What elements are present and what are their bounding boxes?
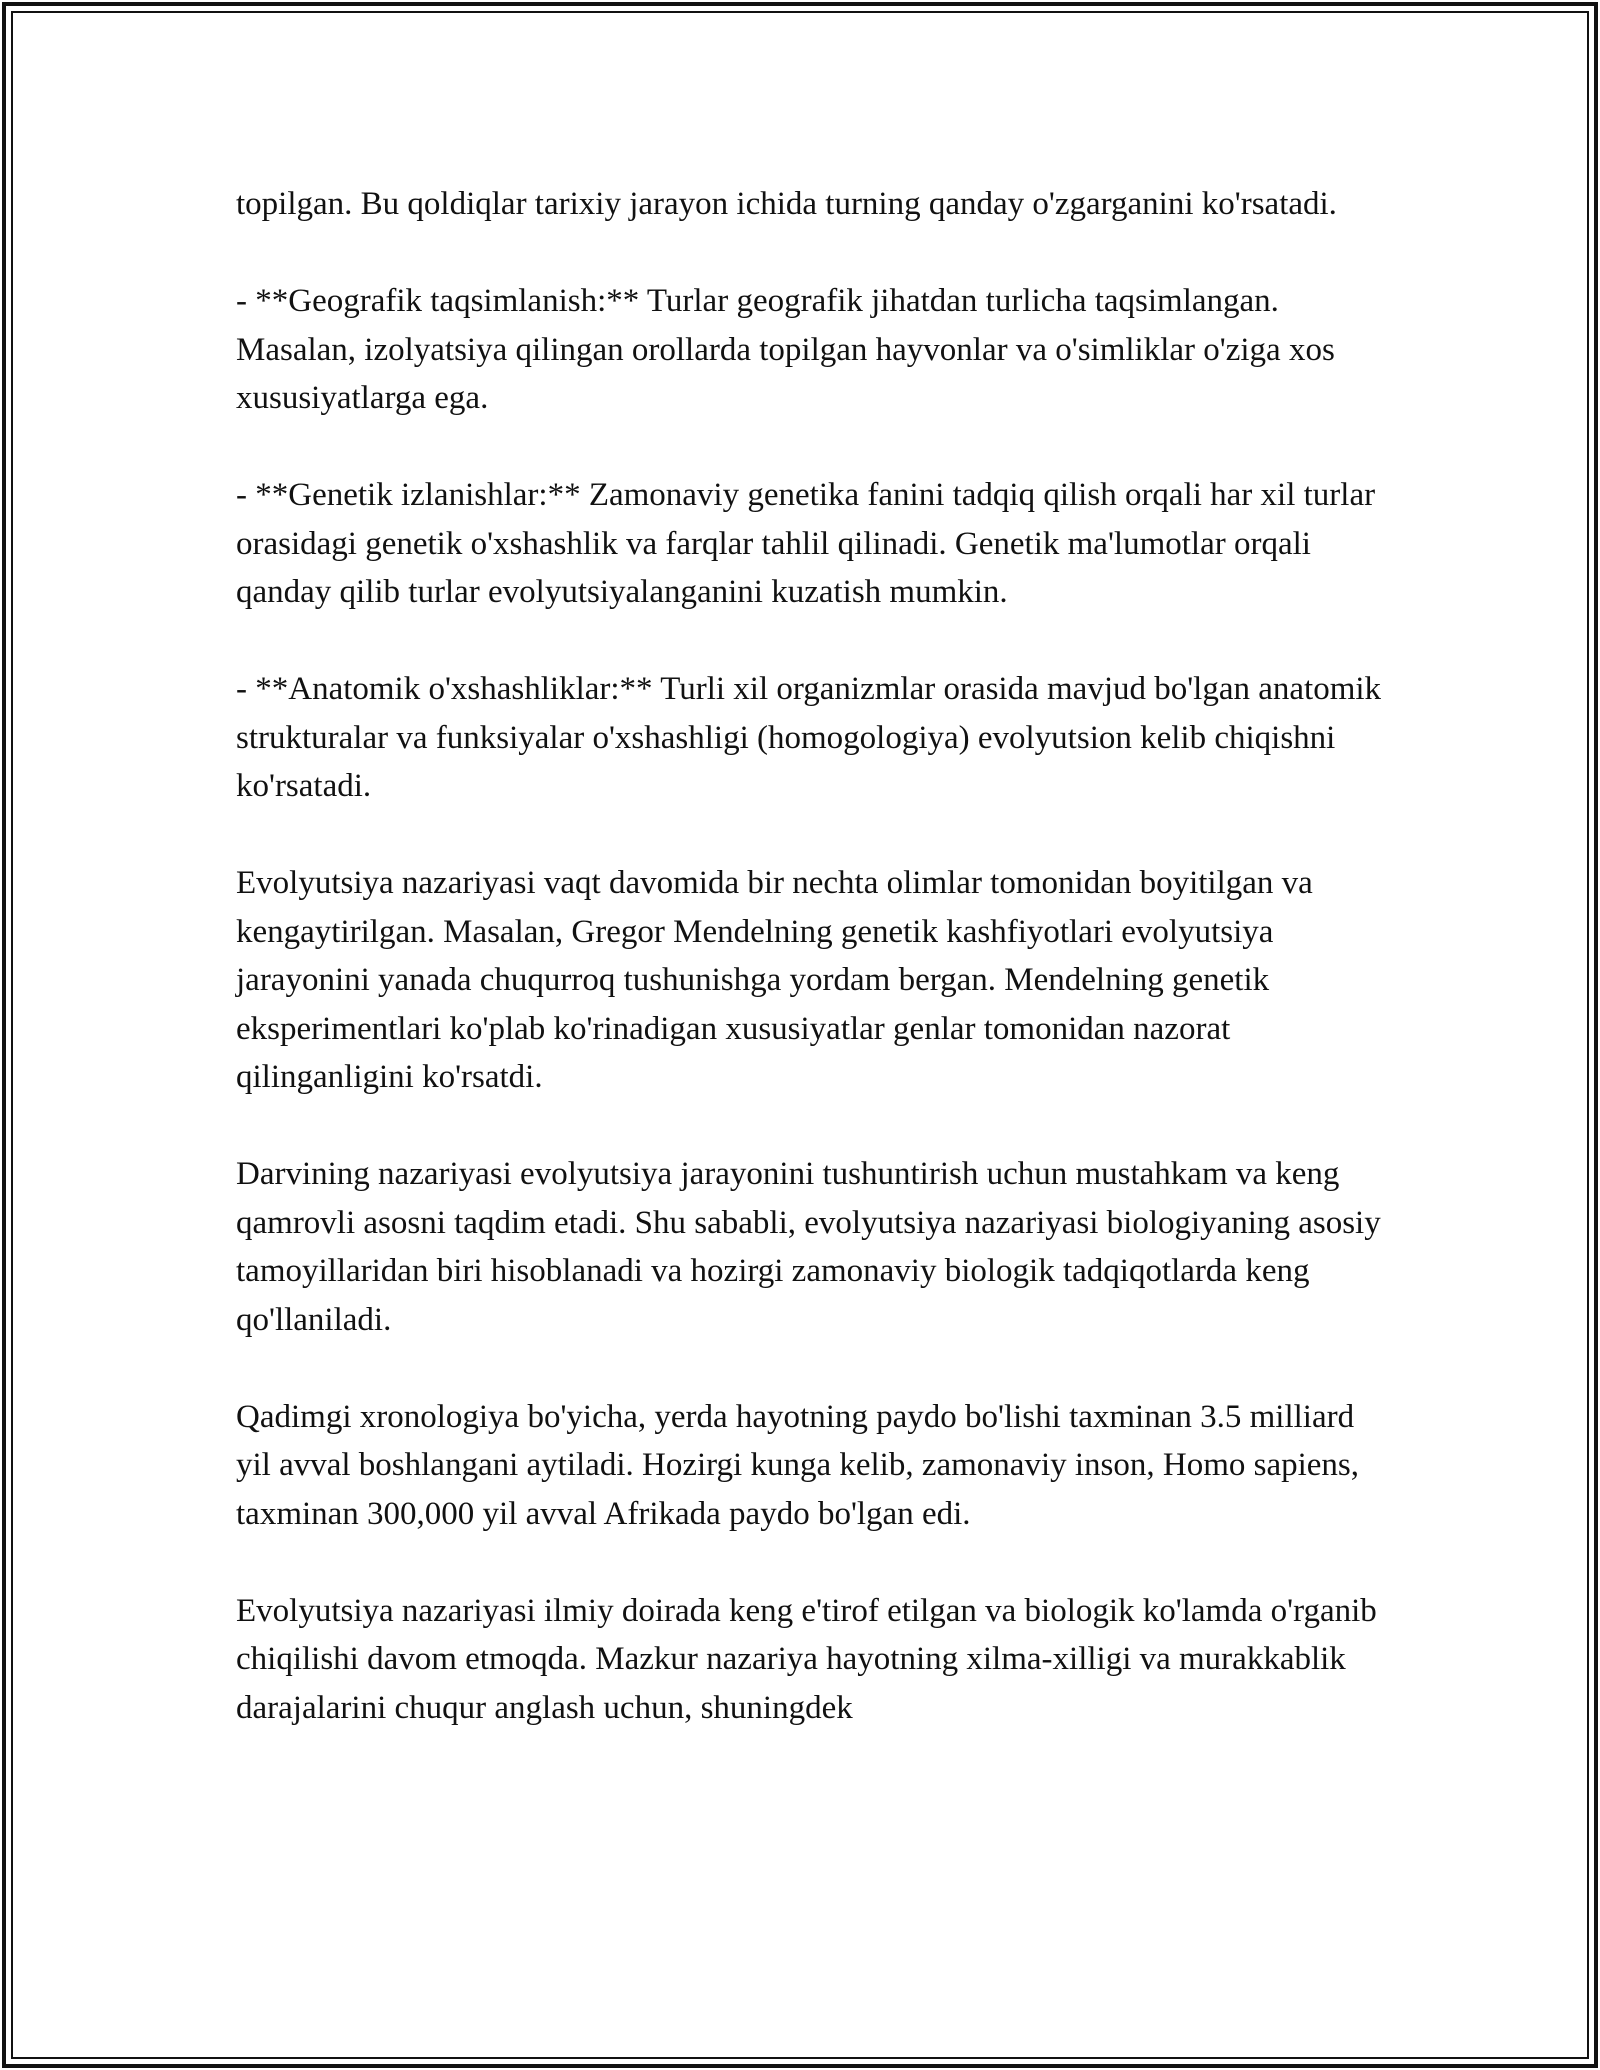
paragraph-anatomical-similarities: - **Anatomik o'xshashliklar:** Turli xil organizmlar orasida mavjud bo'lgan anatomik strukturalar va funksiyalar o'xshashligi (homogologiya) evolyutsion kelib chiqishni ko'rsatadi. — [236, 671, 1382, 804]
paragraph-chronology: Qadimgi xronologiya bo'yicha, yerda hayotning paydo bo'lishi taxminan 3.5 milliard yil avval boshlangani aytiladi. Hozirgi kunga kelib, zamonaviy inson, Homo sapiens, taxminan 300,000 yil avval Afrikada paydo bo'lgan edi. — [236, 1398, 1360, 1532]
paragraph-theory-enrichment: Evolyutsiya nazariyasi vaqt davomida bir nechta olimlar tomonidan boyitilgan va kengaytirilgan. Masalan, Gregor Mendelning genetik kashfiyotlari evolyutsiya jarayonini yanada chuqurroq tushunishga yordam bergan. Mendelning genetik eksperimentlari ko'plab ko'rinadigan xususiyatlar genlar tomonidan nazorat qilinganligini ko'rsatdi. — [236, 865, 1313, 1095]
document-body — [236, 180, 1386, 1732]
paragraph-darwin-theory: Darvining nazariyasi evolyutsiya jarayonini tushuntirish uchun mustahkam va keng qamrovli asosni taqdim etadi. Shu sababli, evolyutsiya nazariyasi biologiyaning asosiy tamoyillaridan biri hisoblanadi va hozirgi zamonaviy biologik tadqiqotlarda keng qo'llaniladi. — [236, 1156, 1381, 1338]
paragraph-fossil-continuation: topilgan. Bu qoldiqlar tarixiy jarayon ichida turning qanday o'zgarganini ko'rsatadi. — [236, 186, 1337, 222]
paragraph-genetic-research: - **Genetik izlanishlar:** Zamonaviy genetika fanini tadqiq qilish orqali har xil turlar orasidagi genetik o'xshashlik va farqlar tahlil qilinadi. Genetik ma'lumotlar orqali qanday qilib turlar evolyutsiyalanganini kuzatish mumkin. — [236, 477, 1376, 610]
paragraph-scientific-recognition: Evolyutsiya nazariyasi ilmiy doirada keng e'tirof etilgan va biologik ko'lamda o'rganib chiqilishi davom etmoqda. Mazkur nazariya hayotning xilma-xilligi va murakkablik darajalarini chuqur anglash uchun, shuningdek — [236, 1592, 1377, 1726]
paragraph-geographic-distribution: - **Geografik taqsimlanish:** Turlar geografik jihatdan turlicha taqsimlangan. Masalan, izolyatsiya qilingan orollarda topilgan hayvonlar va o'simliklar o'ziga xos xususiyatlarga ega. — [236, 283, 1335, 416]
